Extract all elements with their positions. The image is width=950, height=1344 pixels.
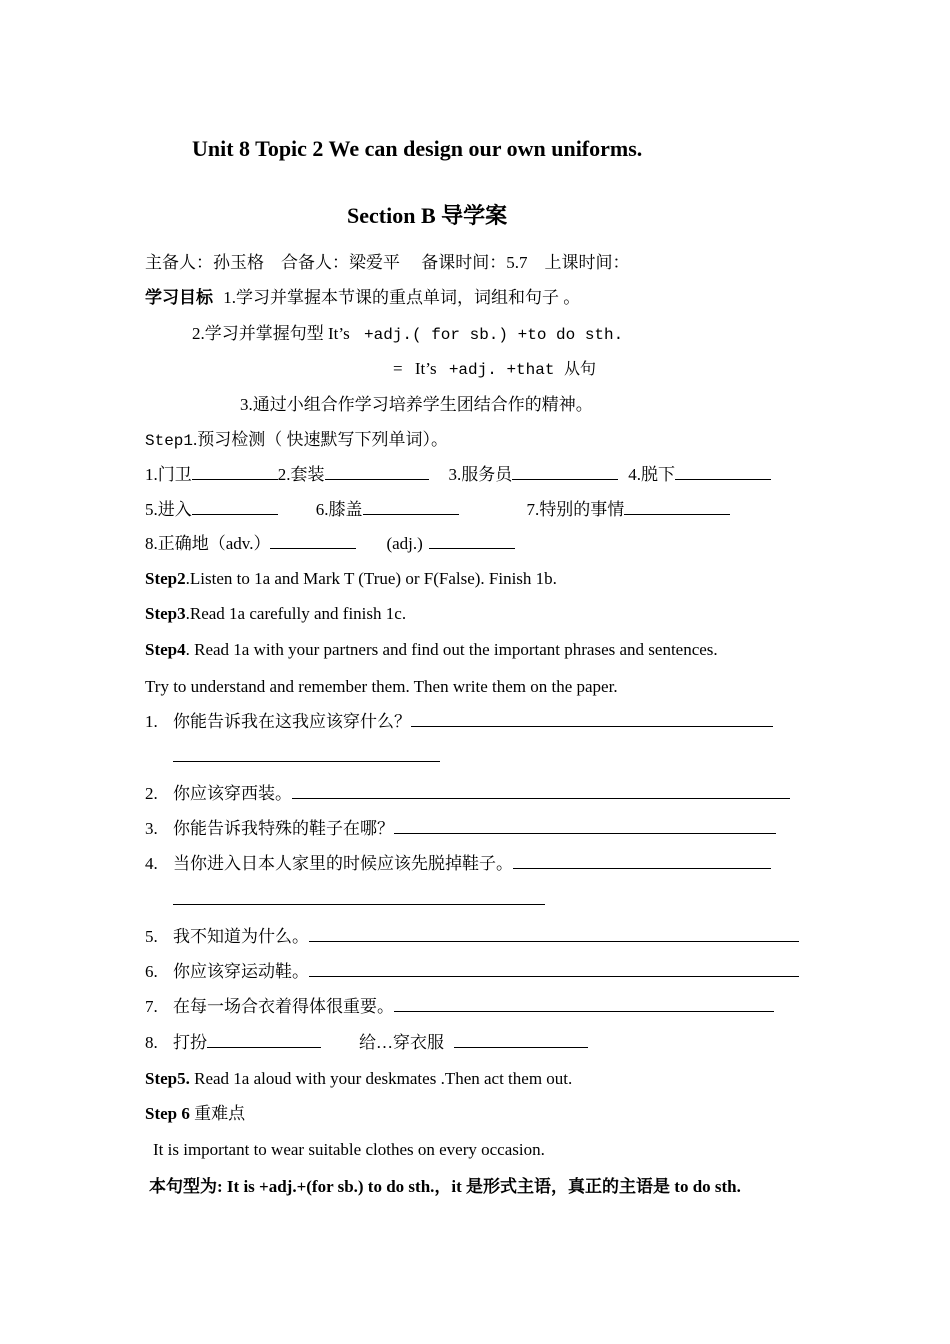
answer-blank[interactable] [309,960,799,977]
sentence-num: 1. [145,712,158,731]
vocab-row-2 [145,498,730,522]
blank-8a[interactable] [270,532,356,549]
step4-text: . Read 1a with your partners and find out the important phrases and sentences. [185,640,718,659]
blank-3[interactable] [512,463,618,480]
step2-text: .Listen to 1a and Mark T (True) or F(False). Finish 1b. [185,569,557,588]
vocab-2: 2.套装 [277,465,325,484]
sentence-num: 5. [145,927,158,946]
sentence-text: 我不知道为什么。 [173,927,309,946]
sentence-num: 6. [145,962,158,981]
vocab-row-1 [145,463,771,487]
vocab-4: 4.脱下 [628,465,675,484]
step5-label: Step5. [145,1069,190,1088]
step6-label: Step 6 [145,1104,190,1123]
sentence-4-cont [173,888,545,912]
step5-text: Read 1a aloud with your deskmates .Then act them out. [189,1069,573,1088]
answer-blank[interactable] [207,1031,321,1048]
answer-blank[interactable] [173,888,545,905]
vocab-7: 7.特别的事情 [526,500,625,519]
answer-blank[interactable] [411,710,773,727]
goal-2b [393,357,596,382]
sentence-num: 3. [145,819,158,838]
blank-1[interactable] [192,463,278,480]
sentence-3 [145,817,776,841]
sentence-num: 8. [145,1033,158,1052]
sentence-num: 4. [145,854,158,873]
step6-text: 重难点 [189,1104,246,1123]
goals-label: 学习目标 [145,288,213,307]
answer-blank[interactable] [513,852,771,869]
goal-1-text: 1.学习并掌握本节课的重点单词，词组和句子 。 [223,288,581,307]
sentence-5 [145,925,799,949]
answer-blank[interactable] [394,995,774,1012]
sentence-1 [145,710,773,734]
sentence-text: 打扮 [173,1033,207,1052]
sentence-2 [145,782,790,806]
pattern-note: 本句型为: It is +adj.+(for sb.) to do sth.，it 是形式主语，真正的主语是 to do sth. [149,1177,741,1196]
goal-2b-formula: +adj. +that 从句 [448,361,597,379]
step1-heading [145,428,448,453]
step3-label: Step3 [145,604,186,623]
sentence-text: 当你进入日本人家里的时候应该先脱掉鞋子。 [173,854,513,873]
sentence-num: 7. [145,997,158,1016]
step6 [145,1102,245,1126]
step4 [145,638,718,662]
goal-2b-eq: = [393,359,403,378]
page-title: Unit 8 Topic 2 We can design our own uniforms. [192,136,643,161]
blank-8b[interactable] [429,532,515,549]
blank-2[interactable] [325,463,429,480]
blank-6[interactable] [363,498,459,515]
vocab-3: 3.服务员 [448,465,513,484]
vocab-5: 5.进入 [145,500,192,519]
sentence-text: 在每一场合衣着得体很重要。 [173,997,394,1016]
header-info: 主备人：孙玉格 合备人：梁爱平 备课时间：5.7 上课时间： [145,253,630,272]
goal-2-prefix: 2.学习并掌握句型 It’s [192,324,350,343]
vocab-8: 8.正确地（adv.） [145,534,271,553]
sentence-text-2: 给…穿衣服 [359,1033,444,1052]
step2 [145,567,557,591]
sentence-num: 2. [145,784,158,803]
step4-label: Step4 [145,640,186,659]
sentence-text: 你能告诉我特殊的鞋子在哪？ [173,819,394,838]
sentence-7 [145,995,774,1019]
vocab-row-3 [145,532,515,556]
blank-5[interactable] [192,498,278,515]
example-sentence: It is important to wear suitable clothes on every occasion. [153,1140,545,1159]
blank-7[interactable] [624,498,730,515]
sentence-1-cont [173,745,440,769]
step4-line2: Try to understand and remember them. Then write them on the paper. [145,677,618,696]
answer-blank[interactable] [454,1031,588,1048]
sentence-text: 你应该穿运动鞋。 [173,962,309,981]
blank-4[interactable] [675,463,771,480]
goal-3: 3.通过小组合作学习培养学生团结合作的精神。 [240,395,593,414]
step3-text: .Read 1a carefully and finish 1c. [185,604,407,623]
answer-blank[interactable] [394,817,776,834]
answer-blank[interactable] [173,745,440,762]
answer-blank[interactable] [292,782,790,799]
vocab-6: 6.膝盖 [315,500,363,519]
answer-blank[interactable] [309,925,799,942]
section-title: Section B 导学案 [347,203,508,228]
goal-2b-its: It’s [414,359,437,378]
goal-1 [145,286,580,310]
sentence-8 [145,1031,588,1055]
sentence-6 [145,960,799,984]
sentence-text: 你能告诉我在这我应该穿什么？ [173,712,411,731]
step5 [145,1067,572,1091]
step1-text: .预习检测（ 快速默写下列单词）。 [193,430,449,449]
sentence-4 [145,852,771,876]
goal-2-formula: +adj.( for sb.) +to do sth. [363,326,624,344]
step1-label: Step1 [145,432,194,450]
sentence-text: 你应该穿西装。 [173,784,292,803]
goal-2 [192,322,623,347]
vocab-8b: (adj.) [386,534,423,553]
step2-label: Step2 [145,569,186,588]
step3 [145,602,406,626]
vocab-1: 1.门卫 [145,465,192,484]
